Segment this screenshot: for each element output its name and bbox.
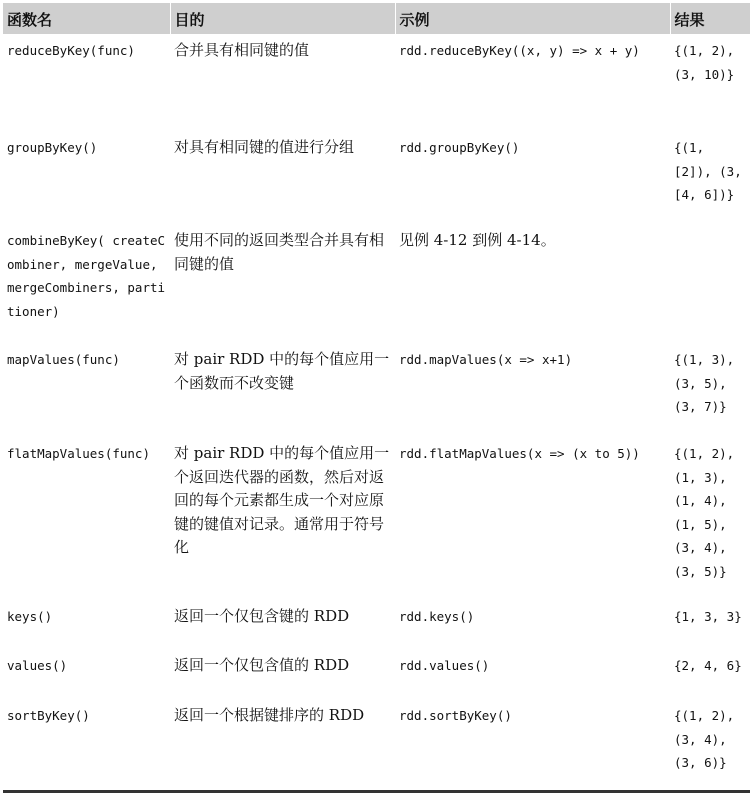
row-purpose: 对 pair RDD 中的每个值应用一个返回迭代器的函数，然后对返回的每个元素都生成一个对应原键的键值对记录。通常用于符号化 [174, 444, 390, 556]
header-result: 结果 [670, 3, 750, 34]
row-example: rdd.mapValues(x => x+1) [399, 352, 573, 367]
row-function-name: combineByKey( createCombiner, mergeValue, mergeCombiners, partitioner) [7, 233, 166, 319]
pair-rdd-transformations-table-container [3, 3, 750, 793]
row-result: {(1, 2), (3, 10)} [674, 43, 735, 82]
pair-rdd-transformations-table [3, 3, 750, 793]
row-purpose: 对 pair RDD 中的每个值应用一个函数而不改变键 [174, 350, 390, 392]
row-function-name: reduceByKey(func) [7, 43, 135, 58]
row-function-name: mapValues(func) [7, 352, 120, 367]
row-example: rdd.keys() [399, 609, 475, 624]
row-example: rdd.flatMapValues(x => (x to 5)) [399, 446, 640, 461]
row-result: {(1, 2), (1, 3), (1, 4), (1, 5), (3, 4), (3, 5)} [674, 446, 735, 579]
row-example: rdd.groupByKey() [399, 140, 520, 155]
table-row-keys [3, 600, 750, 649]
row-purpose: 使用不同的返回类型合并具有相同键的值 [174, 231, 385, 273]
row-result [670, 224, 750, 343]
row-example: rdd.reduceByKey((x, y) => x + y) [399, 43, 640, 58]
row-purpose: 合并具有相同键的值 [174, 41, 310, 59]
row-function-name: sortByKey() [7, 708, 90, 723]
row-function-name: keys() [7, 609, 53, 624]
table-row-mapvalues [3, 343, 750, 437]
row-example: rdd.sortByKey() [399, 708, 512, 723]
row-example: rdd.values() [399, 658, 490, 673]
row-purpose: 返回一个仅包含值的 RDD [174, 656, 350, 674]
row-purpose: 返回一个仅包含键的 RDD [174, 607, 350, 625]
row-result: {(1, 3), (3, 5), (3, 7)} [674, 352, 735, 414]
row-result: {(1, 2), (3, 4), (3, 6)} [674, 708, 735, 770]
row-function-name: values() [7, 658, 68, 673]
table-row-reducebykey [3, 34, 750, 131]
row-result: {(1, [2]), (3, [4, 6])} [674, 140, 742, 202]
table-header-row [3, 3, 750, 34]
header-purpose: 目的 [170, 3, 395, 34]
row-result: {1, 3, 3} [674, 609, 742, 624]
table-row-values [3, 649, 750, 699]
table-row-flatmapvalues [3, 437, 750, 600]
row-purpose: 返回一个根据键排序的 RDD [174, 706, 365, 724]
row-example: 见例 4-12 到例 4-14。 [399, 231, 556, 249]
table-row-groupbykey [3, 131, 750, 224]
row-purpose: 对具有相同键的值进行分组 [174, 138, 355, 156]
table-row-sortbykey [3, 699, 750, 791]
row-function-name: groupByKey() [7, 140, 98, 155]
row-function-name: flatMapValues(func) [7, 446, 150, 461]
header-example: 示例 [395, 3, 670, 34]
row-result: {2, 4, 6} [674, 658, 742, 673]
header-function-name: 函数名 [3, 3, 170, 34]
table-row-combinebykey [3, 224, 750, 343]
